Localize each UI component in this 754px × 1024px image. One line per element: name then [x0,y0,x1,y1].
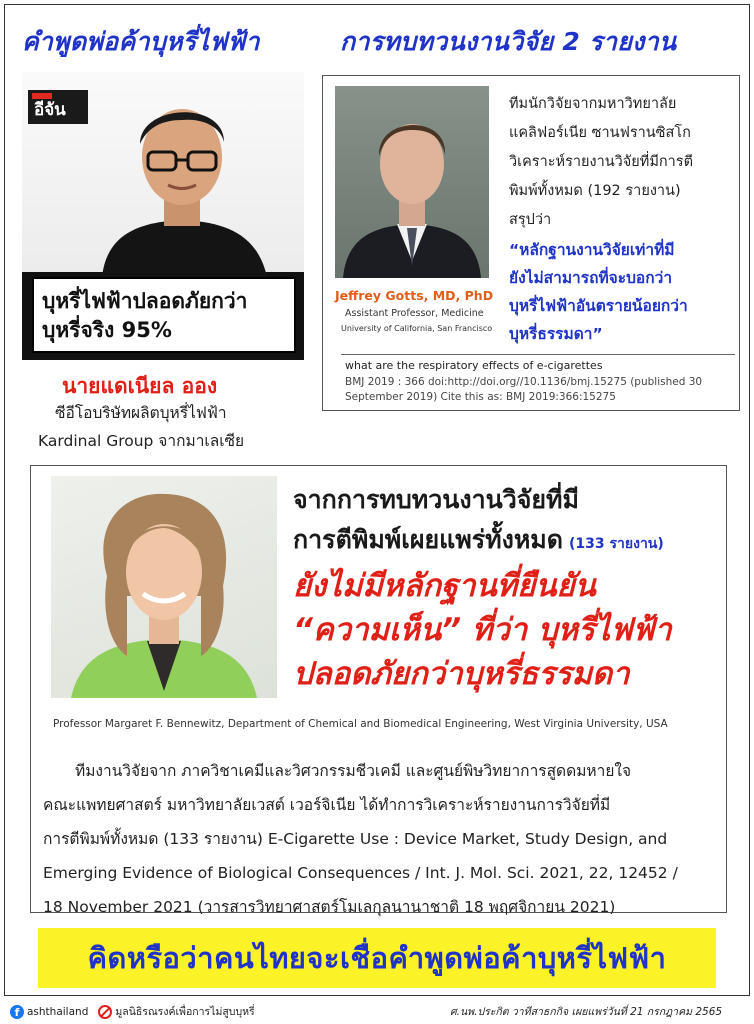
ejan-logo [28,90,88,124]
review-2-heading-line-2 [293,520,664,560]
vendor-photo [22,72,304,360]
body-line: Emerging Evidence of Biological Consequences / Int. J. Mol. Sci. 2021, 22, 12452 / [43,864,678,882]
header-right: การทบทวนงานวิจัย 2 รายงาน [340,27,677,56]
desc-line: พิมพ์ทั้งหมด (192 รายงาน) [509,183,681,199]
facebook-icon: f [10,1005,24,1019]
gotts-name: Jeffrey Gotts, MD, PhD [335,288,494,303]
gotts-portrait [335,86,489,278]
quote-line: บุหรี่ธรรมดา” [509,325,603,343]
review-1-description [509,90,735,235]
vendor-claim-caption [32,277,296,353]
gotts-title: Assistant Professor, Medicine [345,308,484,319]
desc-line: วิเคราะห์รายงานวิจัยที่มีการตี [509,154,694,170]
bottom-banner: คิดหรือว่าคนไทยจะเชื่อคำพูดพ่อค้าบุหรี่ไฟฟ้า [38,928,716,988]
bennewitz-photo [51,476,277,698]
gotts-photo [335,86,489,278]
review-2-box [30,465,727,916]
review-2-heading-line-1: จากการทบทวนงานวิจัยที่มี [293,485,580,514]
professor-credit: Professor Margaret F. Bennewitz, Department of Chemical and Biomedical Engineering, West Virginia University, USA [53,718,668,730]
reference-title: what are the respiratory effects of e-cigarettes [345,359,603,372]
review-2-conclusion [293,564,723,696]
body-line: คณะแพทยศาสตร์ มหาวิทยาลัยเวสต์ เวอร์จิเนีย ได้ทำการวิเคราะห์รายงานการวิจัยที่มี [43,796,611,814]
body-line: 18 November 2021 (วารสารวิทยาศาสตร์โมเลกุลนานาชาติ 18 พฤศจิกายน 2021) [43,898,616,916]
heading-text: การตีพิมพ์เผยแพร่ทั้งหมด [293,525,564,554]
divider [341,354,735,355]
reference-citation: BMJ 2019 : 366 doi:http://doi.org//10.1136/bmj.15275 (published 30 September 2019) Cite this as: BMJ 2019:366:15275 [345,376,703,403]
desc-line: สรุปว่า [509,212,552,228]
desc-line: แคลิฟอร์เนีย ซานฟรานซิสโก [509,125,691,141]
quote-line: ยังไม่สามารถที่จะบอกว่า [509,269,673,287]
conclusion-line: ยังไม่มีหลักฐานที่ยืนยัน [293,568,596,604]
desc-line: ทีมนักวิจัยจากมหาวิทยาลัย [509,96,677,112]
review-1-box [322,75,740,411]
body-line: การตีพิมพ์ทั้งหมด (133 รายงาน) E-Cigarette Use : Device Market, Study Design, and [43,830,668,848]
body-line: ทีมงานวิจัยจาก ภาควิชาเคมีและวิศวกรรมชีวเคมี และศูนย์พิษวิทยาการสูดดมหายใจ [75,762,632,780]
logo-text: อีจัน [34,100,66,120]
conclusion-line: ปลอดภัยกว่าบุหรี่ธรรมดา [293,656,630,692]
quote-line: บุหรี่ไฟฟ้าอันตรายน้อยกว่า [509,297,688,315]
review-count: (133 รายงาน) [569,536,664,552]
footer-credit: ศ.นพ.ประกิต วาทีสาธกกิจ เผยแพร่วันที่ 21 กรกฎาคม 2565 [450,1006,723,1018]
header-left: คำพูดพ่อค้าบุหรี่ไฟฟ้า [22,27,260,56]
bennewitz-portrait [51,476,277,698]
quote-line: “หลักฐานงานวิจัยเท่าที่มี [509,241,675,259]
review-2-body [43,754,723,924]
vendor-company: Kardinal Group จากมาเลเซีย [38,432,245,450]
no-smoking-icon [98,1005,112,1019]
foundation-name: มูลนิธิรณรงค์เพื่อการไม่สูบบุหรี่ [115,1006,255,1018]
claim-line-1: บุหรี่ไฟฟ้าปลอดภัยกว่า [42,289,248,313]
vendor-role: ซีอีโอบริษัทผลิตบุหรี่ไฟฟ้า [55,404,227,422]
facebook-handle[interactable]: ashthailand [27,1005,89,1018]
vendor-portrait [82,82,282,277]
claim-line-2: บุหรี่จริง 95% [42,318,172,342]
gotts-university: University of California, San Francisco [341,324,493,333]
vendor-name: นายแดเนียล ออง [62,374,218,398]
logo-red-bar [32,93,52,99]
review-1-quote [509,236,735,348]
footer-left [10,1003,255,1020]
conclusion-line: “ความเห็น” ที่ว่า บุหรี่ไฟฟ้า [293,612,672,648]
